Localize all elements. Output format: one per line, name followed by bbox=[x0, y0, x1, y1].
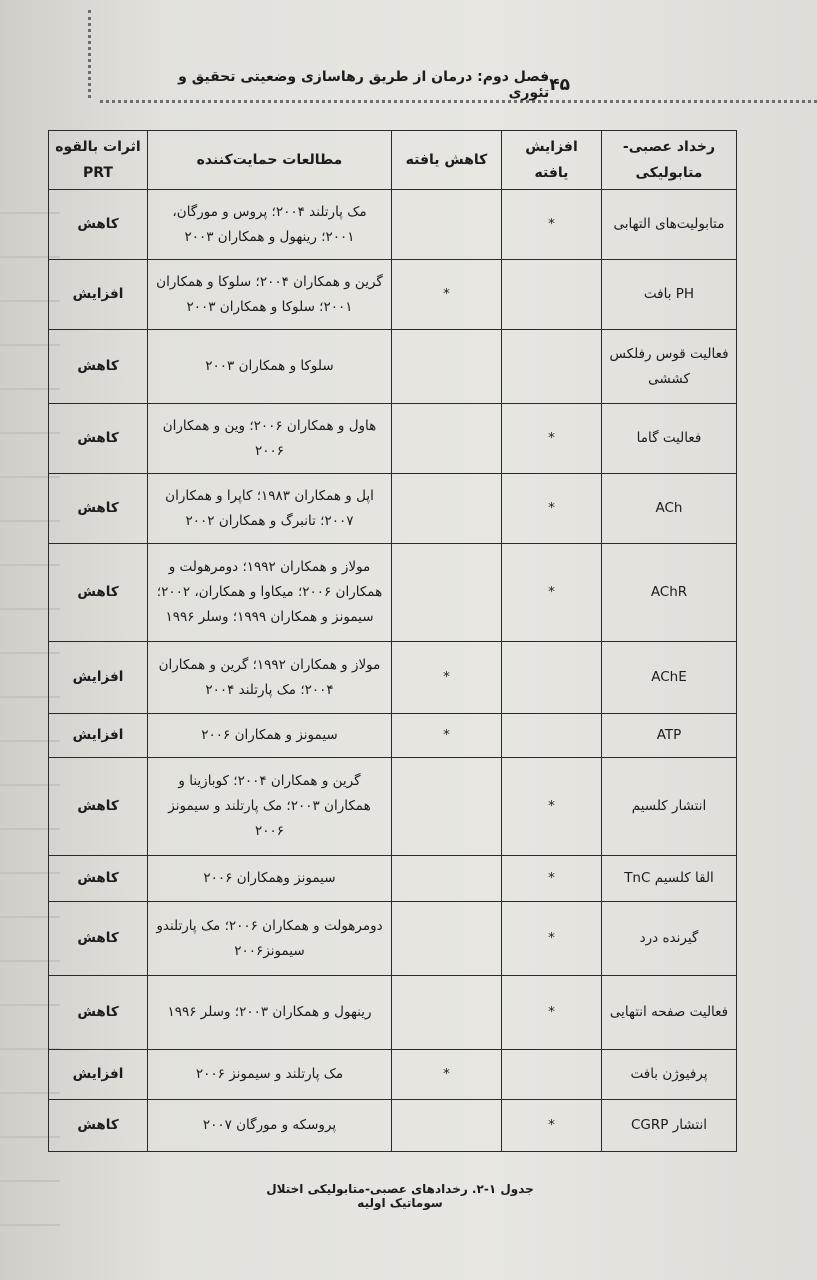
table-row bbox=[49, 330, 737, 404]
cell-decreased bbox=[392, 902, 502, 976]
cell-decreased: * bbox=[392, 260, 502, 330]
cell-effect: افزایش bbox=[49, 1050, 148, 1100]
cell-effect: کاهش bbox=[49, 330, 148, 404]
cell-increased: * bbox=[502, 474, 602, 544]
cell-decreased bbox=[392, 544, 502, 642]
cell-decreased bbox=[392, 1100, 502, 1152]
cell-increased: * bbox=[502, 758, 602, 856]
cell-decreased bbox=[392, 474, 502, 544]
cell-effect: کاهش bbox=[49, 404, 148, 474]
cell-increased: * bbox=[502, 404, 602, 474]
cell-decreased: * bbox=[392, 1050, 502, 1100]
cell-event: فعالیت قوس رفلکس کششی bbox=[602, 330, 737, 404]
cell-decreased: * bbox=[392, 714, 502, 758]
cell-event: فعالیت صفحه انتهایی bbox=[602, 976, 737, 1050]
cell-event: انتشار کلسیم bbox=[602, 758, 737, 856]
cell-decreased bbox=[392, 404, 502, 474]
cell-event: AChE bbox=[602, 642, 737, 714]
neuro-metabolic-events-table bbox=[48, 130, 737, 1152]
cell-increased bbox=[502, 1050, 602, 1100]
page-number: ۴۵ bbox=[549, 75, 570, 95]
cell-event: القا کلسیم TnC bbox=[602, 856, 737, 902]
cell-studies: مک پارتلند و سیمونز ۲۰۰۶ bbox=[148, 1050, 392, 1100]
table-row bbox=[49, 260, 737, 330]
cell-event: گیرنده درد bbox=[602, 902, 737, 976]
cell-event: ACh bbox=[602, 474, 737, 544]
column-header-increased: افزایش یافته bbox=[502, 131, 602, 190]
cell-decreased bbox=[392, 856, 502, 902]
cell-increased: * bbox=[502, 976, 602, 1050]
cell-event: PH بافت bbox=[602, 260, 737, 330]
cell-increased bbox=[502, 714, 602, 758]
chapter-title: فصل دوم: درمان از طریق رهاسازی وضعیتی تحقیق و تئوری bbox=[178, 69, 550, 101]
table-row bbox=[49, 1100, 737, 1152]
cell-studies: گرین و همکاران ۲۰۰۴؛ کوبازینا و همکاران ۲۰۰۳؛ مک پارتلند و سیمونز ۲۰۰۶ bbox=[148, 758, 392, 856]
cell-studies: دومرهولت و همکاران ۲۰۰۶؛ مک پارتلندو سیمونز۲۰۰۶ bbox=[148, 902, 392, 976]
cell-increased: * bbox=[502, 1100, 602, 1152]
cell-studies: سیمونز وهمکاران ۲۰۰۶ bbox=[148, 856, 392, 902]
cell-effect: کاهش bbox=[49, 190, 148, 260]
cell-increased: * bbox=[502, 190, 602, 260]
column-header-studies: مطالعات حمایت‌کننده bbox=[148, 131, 392, 190]
cell-studies: سیمونز و همکاران ۲۰۰۶ bbox=[148, 714, 392, 758]
cell-studies: رینهول و همکاران ۲۰۰۳؛ وسلر ۱۹۹۶ bbox=[148, 976, 392, 1050]
cell-effect: کاهش bbox=[49, 902, 148, 976]
decorative-dotted-line-vertical bbox=[88, 10, 91, 98]
cell-event: انتشار CGRP bbox=[602, 1100, 737, 1152]
cell-studies: مک پارتلند ۲۰۰۴؛ پروس و مورگان، ۲۰۰۱؛ رینهول و همکاران ۲۰۰۳ bbox=[148, 190, 392, 260]
cell-effect: کاهش bbox=[49, 544, 148, 642]
cell-decreased bbox=[392, 976, 502, 1050]
cell-event: ATP bbox=[602, 714, 737, 758]
table-row bbox=[49, 474, 737, 544]
cell-effect: افزایش bbox=[49, 260, 148, 330]
table-row bbox=[49, 714, 737, 758]
cell-event: AChR bbox=[602, 544, 737, 642]
cell-effect: افزایش bbox=[49, 714, 148, 758]
cell-increased: * bbox=[502, 544, 602, 642]
column-header-prt-effects: اثرات بالقوه PRT bbox=[49, 131, 148, 190]
cell-decreased bbox=[392, 190, 502, 260]
cell-effect: کاهش bbox=[49, 474, 148, 544]
table-row bbox=[49, 190, 737, 260]
table-row bbox=[49, 758, 737, 856]
cell-studies: هاول و همکاران ۲۰۰۶؛ وین و همکاران ۲۰۰۶ bbox=[148, 404, 392, 474]
cell-studies: مولاز و همکاران ۱۹۹۲؛ دومرهولت و همکاران ۲۰۰۶؛ میکاوا و همکاران، ۲۰۰۲؛ سیمونز و همکاران ۱۹۹۹؛ وسلر ۱۹۹۶ bbox=[148, 544, 392, 642]
cell-studies: گرین و همکاران ۲۰۰۴؛ سلوکا و همکاران ۲۰۰۱؛ سلوکا و همکاران ۲۰۰۳ bbox=[148, 260, 392, 330]
table-row bbox=[49, 1050, 737, 1100]
cell-increased bbox=[502, 330, 602, 404]
table-row bbox=[49, 404, 737, 474]
table-row bbox=[49, 856, 737, 902]
cell-effect: کاهش bbox=[49, 856, 148, 902]
cell-effect: کاهش bbox=[49, 758, 148, 856]
column-header-decreased: کاهش یافته bbox=[392, 131, 502, 190]
table-row bbox=[49, 902, 737, 976]
cell-effect: کاهش bbox=[49, 976, 148, 1050]
cell-decreased bbox=[392, 330, 502, 404]
cell-event: پرفیوژن بافت bbox=[602, 1050, 737, 1100]
column-header-event: رخداد عصبی- متابولیکی bbox=[602, 131, 737, 190]
cell-studies: پروسکه و مورگان ۲۰۰۷ bbox=[148, 1100, 392, 1152]
cell-effect: افزایش bbox=[49, 642, 148, 714]
cell-event: متابولیت‌های التهابی bbox=[602, 190, 737, 260]
cell-event: فعالیت گاما bbox=[602, 404, 737, 474]
table-row bbox=[49, 642, 737, 714]
cell-increased bbox=[502, 260, 602, 330]
table-row bbox=[49, 544, 737, 642]
running-header bbox=[140, 68, 570, 102]
cell-effect: کاهش bbox=[49, 1100, 148, 1152]
cell-studies: اپل و همکاران ۱۹۸۳؛ کاپرا و همکاران ۲۰۰۷؛ تانبرگ و همکاران ۲۰۰۲ bbox=[148, 474, 392, 544]
cell-increased: * bbox=[502, 856, 602, 902]
table-caption: جدول ۱-۲. رخدادهای عصبی-متابولیکی اختلال سوماتیک اولیه bbox=[266, 1182, 534, 1210]
table-row bbox=[49, 976, 737, 1050]
cell-increased: * bbox=[502, 902, 602, 976]
table-header-row bbox=[49, 131, 737, 190]
cell-studies: سلوکا و همکاران ۲۰۰۳ bbox=[148, 330, 392, 404]
cell-increased bbox=[502, 642, 602, 714]
cell-decreased bbox=[392, 758, 502, 856]
cell-decreased: * bbox=[392, 642, 502, 714]
cell-studies: مولاز و همکاران ۱۹۹۲؛ گرین و همکاران ۲۰۰۴؛ مک پارتلند ۲۰۰۴ bbox=[148, 642, 392, 714]
